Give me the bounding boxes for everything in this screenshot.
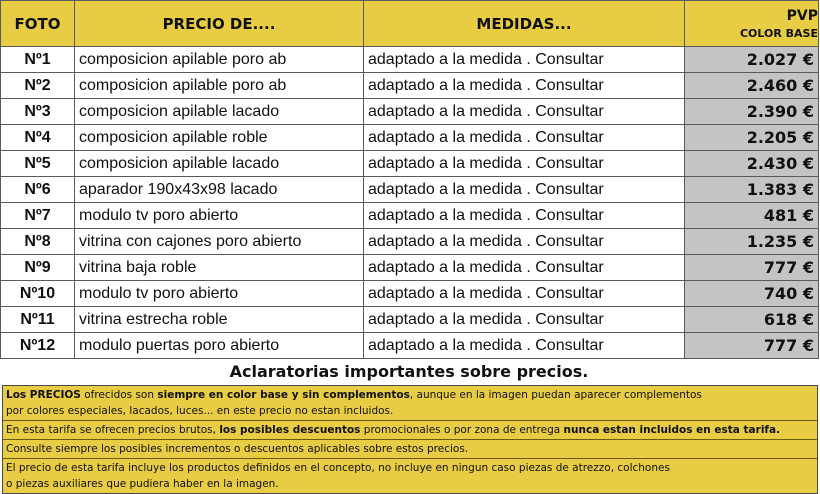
table-row (1, 229, 819, 255)
note-bold: siempre en color base y sin complementos (157, 389, 410, 401)
row-price: 481 € (685, 203, 819, 229)
table-row (1, 281, 819, 307)
table-row (1, 307, 819, 333)
row-number: Nº8 (1, 229, 75, 255)
header-pvp (685, 1, 819, 47)
note-text: o piezas auxiliares que pudiera haber en la imagen. (6, 478, 279, 490)
row-price: 2.430 € (685, 151, 819, 177)
table-row (1, 99, 819, 125)
row-price: 2.205 € (685, 125, 819, 151)
note-text: , aunque en la imagen puedan aparecer complementos (409, 389, 702, 401)
note-text: promocionales o por zona de entrega (360, 424, 564, 436)
table-row (1, 255, 819, 281)
note-includes (3, 459, 817, 493)
row-price: 1.383 € (685, 177, 819, 203)
row-number: Nº11 (1, 307, 75, 333)
row-medidas: adaptado a la medida . Consultar (364, 203, 685, 229)
note-discounts (3, 421, 817, 440)
note-bold: los posibles descuentos (219, 424, 361, 436)
row-number: Nº2 (1, 73, 75, 99)
note-text: En esta tarifa se ofrecen precios brutos, (6, 424, 220, 436)
row-number: Nº12 (1, 333, 75, 359)
header-medidas: MEDIDAS... (364, 1, 685, 47)
row-number: Nº9 (1, 255, 75, 281)
row-medidas: adaptado a la medida . Consultar (364, 73, 685, 99)
row-price: 777 € (685, 333, 819, 359)
note-text: por colores especiales, lacados, luces... en este precio no estan incluidos. (6, 405, 394, 417)
row-number: Nº5 (1, 151, 75, 177)
row-number: Nº4 (1, 125, 75, 151)
row-description: modulo tv poro abierto (75, 281, 364, 307)
note-bold: Los PRECIOS (6, 389, 81, 401)
table-row (1, 333, 819, 359)
table-row (1, 151, 819, 177)
row-medidas: adaptado a la medida . Consultar (364, 307, 685, 333)
row-medidas: adaptado a la medida . Consultar (364, 99, 685, 125)
row-medidas: adaptado a la medida . Consultar (364, 229, 685, 255)
row-price: 2.460 € (685, 73, 819, 99)
row-price: 618 € (685, 307, 819, 333)
row-description: composicion apilable lacado (75, 151, 364, 177)
row-medidas: adaptado a la medida . Consultar (364, 151, 685, 177)
row-price: 777 € (685, 255, 819, 281)
table-row (1, 73, 819, 99)
row-description: vitrina baja roble (75, 255, 364, 281)
row-description: composicion apilable poro ab (75, 73, 364, 99)
row-description: modulo tv poro abierto (75, 203, 364, 229)
row-medidas: adaptado a la medida . Consultar (364, 281, 685, 307)
note-bold: nunca estan incluidos en esta tarifa. (563, 424, 781, 436)
note-colors (3, 386, 817, 421)
row-medidas: adaptado a la medida . Consultar (364, 255, 685, 281)
header-pvp-label: PVP (786, 7, 818, 24)
notes-title: Aclaratorias importantes sobre precios. (229, 362, 589, 381)
row-medidas: adaptado a la medida . Consultar (364, 333, 685, 359)
note-text: ofrecidos son (80, 389, 158, 401)
row-description: aparador 190x43x98 lacado (75, 177, 364, 203)
row-description: vitrina con cajones poro abierto (75, 229, 364, 255)
note-text: El precio de esta tarifa incluye los productos definidos en el concepto, no incluye en ningun caso piezas de atrezzo, colchones (6, 462, 670, 474)
row-description: composicion apilable lacado (75, 99, 364, 125)
row-number: Nº10 (1, 281, 75, 307)
header-foto: FOTO (1, 1, 75, 47)
header-pvp-sub: COLOR BASE (739, 26, 818, 40)
row-price: 740 € (685, 281, 819, 307)
row-description: vitrina estrecha roble (75, 307, 364, 333)
header-row (1, 1, 819, 47)
row-number: Nº3 (1, 99, 75, 125)
row-number: Nº7 (1, 203, 75, 229)
table-row (1, 177, 819, 203)
row-number: Nº6 (1, 177, 75, 203)
row-number: Nº1 (1, 47, 75, 73)
row-medidas: adaptado a la medida . Consultar (364, 125, 685, 151)
table-row (1, 47, 819, 73)
notes-box (2, 385, 818, 494)
row-medidas: adaptado a la medida . Consultar (364, 47, 685, 73)
table-row (1, 125, 819, 151)
table-row (1, 203, 819, 229)
header-precio-de: PRECIO DE.... (75, 1, 364, 47)
row-price: 2.390 € (685, 99, 819, 125)
row-price: 2.027 € (685, 47, 819, 73)
row-medidas: adaptado a la medida . Consultar (364, 177, 685, 203)
note-consult: Consulte siempre los posibles incrementos o descuentos aplicables sobre estos precios. (3, 440, 817, 459)
row-price: 1.235 € (685, 229, 819, 255)
row-description: composicion apilable poro ab (75, 47, 364, 73)
row-description: composicion apilable roble (75, 125, 364, 151)
row-description: modulo puertas poro abierto (75, 333, 364, 359)
